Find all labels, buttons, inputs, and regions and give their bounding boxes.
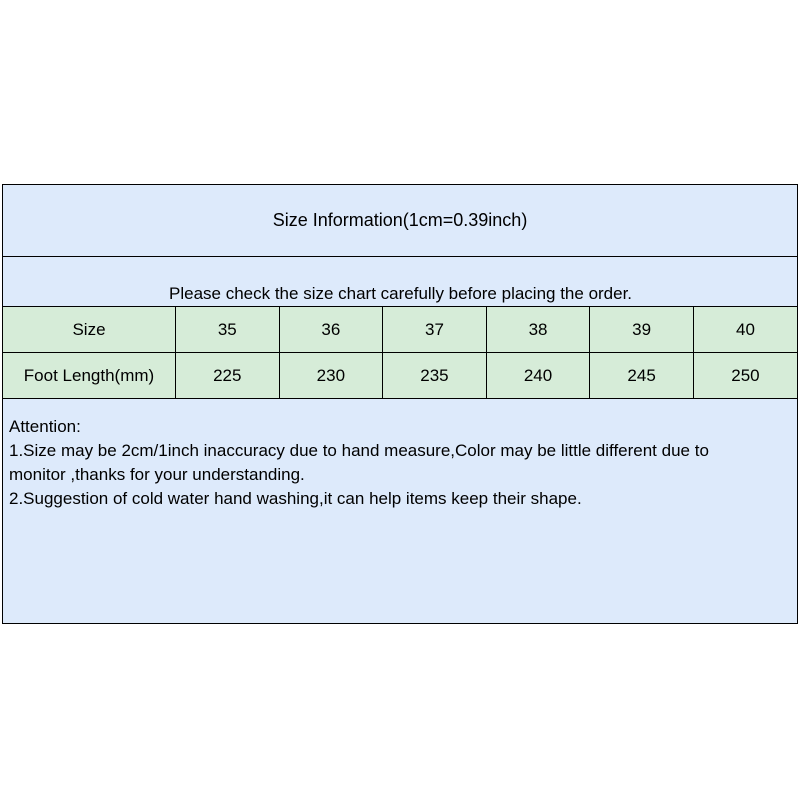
foot-length-cell-36: 230 bbox=[279, 353, 383, 399]
row-header-foot-length: Foot Length(mm) bbox=[3, 353, 176, 399]
attention-line-1: 1.Size may be 2cm/1inch inaccuracy due to hand measure,Color may be little different due to bbox=[9, 441, 709, 460]
chart-subtitle-row bbox=[3, 257, 797, 307]
attention-line-2: monitor ,thanks for your understanding. bbox=[9, 465, 305, 484]
foot-length-cell-39: 245 bbox=[590, 353, 694, 399]
chart-title-row bbox=[3, 185, 797, 257]
row-header-size: Size bbox=[3, 307, 176, 353]
foot-length-cell-35: 225 bbox=[176, 353, 280, 399]
table-row bbox=[3, 307, 797, 353]
foot-length-cell-37: 235 bbox=[383, 353, 487, 399]
attention-line-3: 2.Suggestion of cold water hand washing,it can help items keep their shape. bbox=[9, 489, 582, 508]
chart-title: Size Information(1cm=0.39inch) bbox=[272, 210, 528, 230]
size-cell-38: 38 bbox=[486, 307, 590, 353]
foot-length-cell-40: 250 bbox=[693, 353, 797, 399]
size-cell-36: 36 bbox=[279, 307, 383, 353]
attention-heading: Attention: bbox=[9, 417, 81, 436]
size-table bbox=[3, 307, 797, 399]
size-cell-37: 37 bbox=[383, 307, 487, 353]
size-cell-39: 39 bbox=[590, 307, 694, 353]
size-chart-container bbox=[2, 184, 798, 624]
foot-length-cell-38: 240 bbox=[486, 353, 590, 399]
chart-subtitle: Please check the size chart carefully before placing the order. bbox=[169, 284, 633, 303]
size-cell-40: 40 bbox=[693, 307, 797, 353]
size-cell-35: 35 bbox=[176, 307, 280, 353]
table-row bbox=[3, 353, 797, 399]
attention-section bbox=[3, 399, 797, 584]
